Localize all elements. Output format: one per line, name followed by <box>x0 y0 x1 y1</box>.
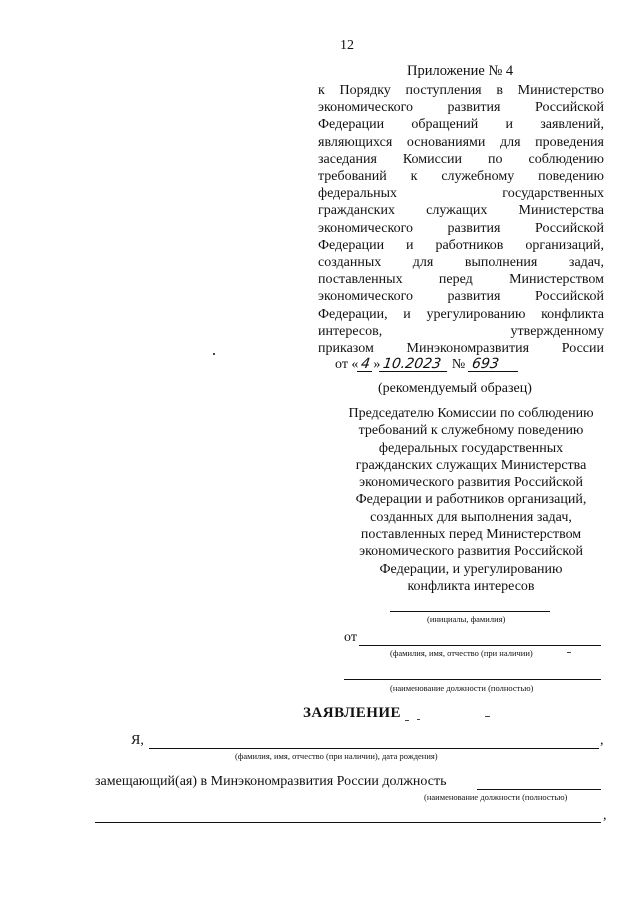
appendix-line: Федерации и работников организаций, <box>318 237 604 253</box>
from-label: от <box>344 630 357 645</box>
appendix-line: Федерации, и урегулированию конфликта <box>318 306 604 322</box>
appendix-line: интересов, утвержденному <box>318 323 604 339</box>
applicant-position-blank-line[interactable] <box>344 679 601 680</box>
scan-speck <box>567 652 571 653</box>
declarant-caption: (фамилия, имя, отчество (при наличии), дата рождения) <box>235 751 438 761</box>
order-date-number <box>335 357 605 373</box>
appendix-title: Приложение № 4 <box>407 63 514 79</box>
scan-speck <box>213 353 215 355</box>
appendix-line: приказом Минэкономразвития России <box>318 341 604 357</box>
continuation-blank-line[interactable] <box>95 822 601 823</box>
holding-position-caption: (наименование должности (полностью) <box>424 792 568 802</box>
order-number-label: № <box>451 357 466 372</box>
appendix-line: Федерации обращений и заявлений, <box>318 117 604 133</box>
addressee-line: Федерации, и урегулированию <box>379 561 563 577</box>
comma-mark: , <box>600 733 604 748</box>
appendix-line: гражданских служащих Министерства <box>318 203 604 219</box>
appendix-line: созданных для выполнения задач, <box>318 255 604 271</box>
scan-speck <box>485 716 490 717</box>
addressee-line: гражданских служащих Министерства <box>355 457 587 473</box>
initials-blank-line[interactable] <box>390 611 550 612</box>
addressee-line: созданных для выполнения задач, <box>370 509 572 525</box>
applicant-name-blank-line[interactable] <box>359 645 601 646</box>
order-quote: » <box>373 357 381 372</box>
order-day: 4 <box>357 357 374 372</box>
appendix-line: являющихся основаниями для проведения <box>318 134 604 150</box>
order-prefix: от « <box>335 357 359 372</box>
addressee-line: экономического развития Российской <box>359 475 583 491</box>
appendix-line: заседания Комиссии по соблюдению <box>318 151 604 167</box>
appendix-line: поставленных перед Министерством <box>318 272 604 288</box>
sample-note: (рекомендуемый образец) <box>378 381 532 396</box>
addressee-line: поставленных перед Министерством <box>360 527 582 543</box>
appendix-line: требований к служебному поведению <box>318 169 604 185</box>
appendix-line: экономического развития Российской <box>318 220 604 236</box>
applicant-name-caption: (фамилия, имя, отчество (при наличии) <box>390 648 533 658</box>
applicant-position-caption: (наименование должности (полностью) <box>390 683 534 693</box>
statement-title: ЗАЯВЛЕНИЕ <box>303 705 402 721</box>
declarant-blank-line[interactable] <box>149 748 599 749</box>
appendix-line: экономического развития Российской <box>318 289 604 305</box>
addressee-line: Председателю Комиссии по соблюдению <box>348 406 594 421</box>
addressee-line: конфликта интересов <box>407 578 535 594</box>
initials-caption: (инициалы, фамилия) <box>427 614 506 624</box>
page-number: 12 <box>340 38 354 53</box>
addressee-line: федеральных государственных <box>378 440 564 456</box>
appendix-line: федеральных государственных <box>318 186 604 202</box>
scan-speck <box>417 719 420 720</box>
order-date: 10.2023 <box>379 357 449 372</box>
appendix-line: к Порядку поступления в Министерство <box>318 83 604 98</box>
order-number: 693 <box>468 357 520 372</box>
addressee-block <box>336 405 606 595</box>
holding-position-text: замещающий(ая) в Минэкономразвития России должность <box>95 774 447 789</box>
comma-mark: , <box>603 808 607 823</box>
appendix-line: экономического развития Российской <box>318 100 604 116</box>
scan-speck <box>405 720 409 721</box>
addressee-line: требований к служебному поведению <box>358 423 584 439</box>
i-label: Я, <box>131 733 144 748</box>
addressee-line: экономического развития Российской <box>359 544 583 560</box>
holding-position-blank-line[interactable] <box>477 789 601 790</box>
appendix-reference <box>318 82 604 357</box>
addressee-line: Федерации и работников организаций, <box>355 492 587 508</box>
